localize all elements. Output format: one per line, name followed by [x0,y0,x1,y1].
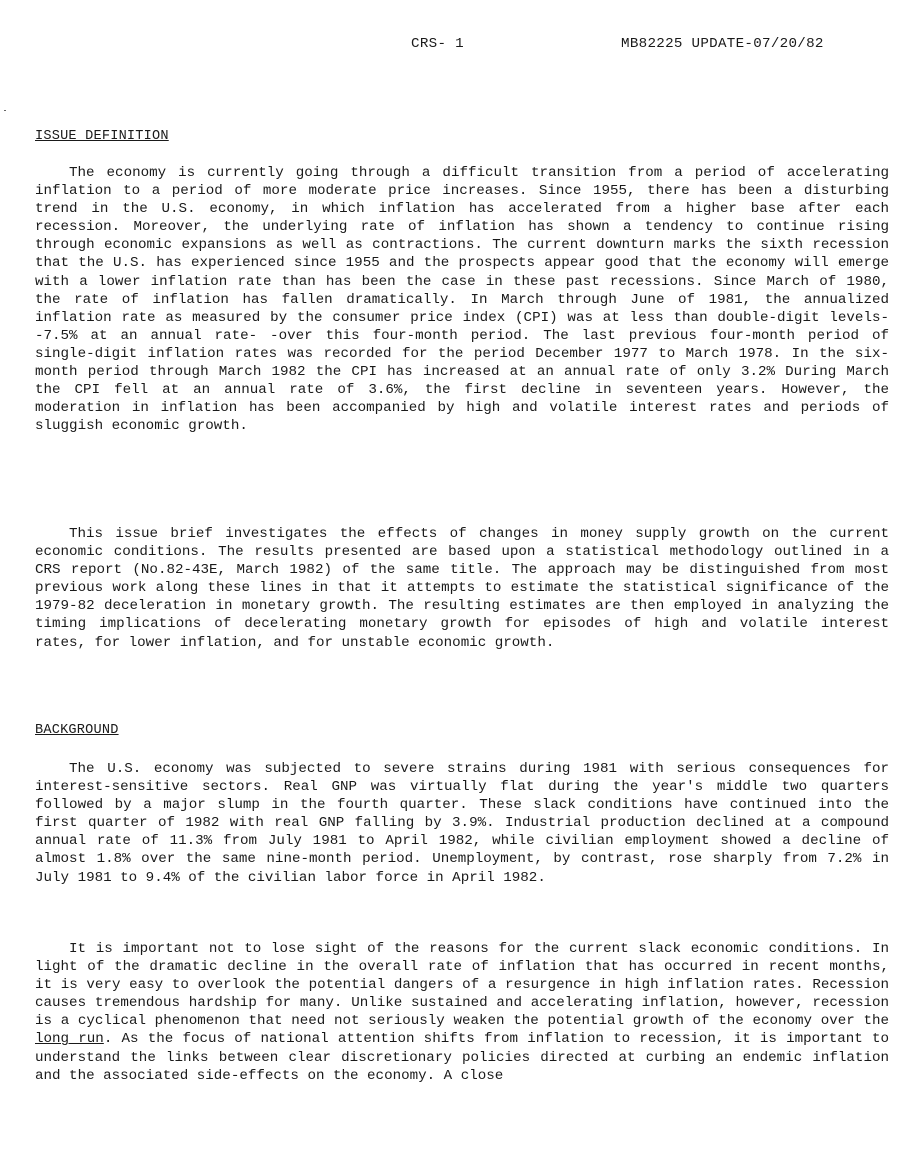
underlined-phrase: long run [35,1031,104,1048]
paragraph-background-2-lead: It is important not to lose sight of the reasons for the current slack economic conditions. In light of the dramatic decline in the overall rate of inflation that has occurred in recent months, it is very easy to overlook the potential dangers of a resurgence in high inflation rates. Recession causes tremendous hardship for many. Unlike sustained and accelerating inflation, however, recession is a cyclical phenomenon that need not seriously weaken the potential growth of the economy over the [35,941,889,1030]
page-header [0,36,920,56]
scan-speck [4,110,6,111]
section-heading-background: BACKGROUND [35,723,119,738]
paragraph-background-2 [35,940,889,1085]
section-heading-issue-definition: ISSUE DEFINITION [35,129,169,144]
paragraph-background-1: The U.S. economy was subjected to severe strains during 1981 with serious consequences for interest-sensitive sectors. Real GNP was virtually flat during the year's middle two quarters followed by a major slump in the fourth quarter. These slack conditions have continued into the first quarter of 1982 with real GNP falling by 3.9%. Industrial production declined at a compound annual rate of 11.3% from July 1981 to April 1982, while civilian employment showed a decline of almost 1.8% over the same nine-month period. Unemployment, by contrast, rose sharply from 7.2% in July 1981 to 9.4% of the civilian labor force in April 1982. [35,761,889,886]
document-id: MB82225 UPDATE-07/20/82 [621,36,824,52]
paragraph-issue-1: The economy is currently going through a difficult transition from a period of accelerating inflation to a period of more moderate price increases. Since 1955, there has been a disturbing trend in the U.S. economy, in which inflation has accelerated from a higher base after each recession. Moreover, the underlying rate of inflation has shown a tendency to continue rising through economic expansions as well as contractions. The current downturn marks the sixth recession that the U.S. has experienced since 1955 and the prospects appear good that the economy will emerge with a lower inflation rate than has been the case in these past recessions. Since March of 1980, the rate of inflation has fallen dramatically. In March through June of 1981, the annualized inflation rate as measured by the consumer price index (CPI) was at less than double-digit levels--7.5% at an annual rate- -over this four-month period. The last previous four-month period of single-digit inflation rates was recorded for the period December 1977 to March 1978. In the six-month period through March 1982 the CPI has increased at an annual rate of only 3.2% During March the CPI fell at an annual rate of 3.6%, the first decline in seventeen years. However, the moderation in inflation has been accompanied by high and volatile interest rates and periods of sluggish economic growth. [35,165,889,435]
paragraph-background-2-tail: . As the focus of national attention shifts from inflation to recession, it is important to understand the links between clear discretionary policies directed at curbing an endemic inflation and the associated side-effects on the economy. A close [35,1031,889,1084]
page-label: CRS- 1 [411,36,464,52]
paragraph-issue-2: This issue brief investigates the effects of changes in money supply growth on the current economic conditions. The results presented are based upon a statistical methodology outlined in a CRS report (No.82-43E, March 1982) of the same title. The approach may be distinguished from most previous work along these lines in that it attempts to estimate the statistical significance of the 1979-82 deceleration in monetary growth. The resulting estimates are then employed in analyzing the timing implications of decelerating monetary growth for episodes of high and volatile interest rates, for lower inflation, and for unstable economic growth. [35,526,889,651]
